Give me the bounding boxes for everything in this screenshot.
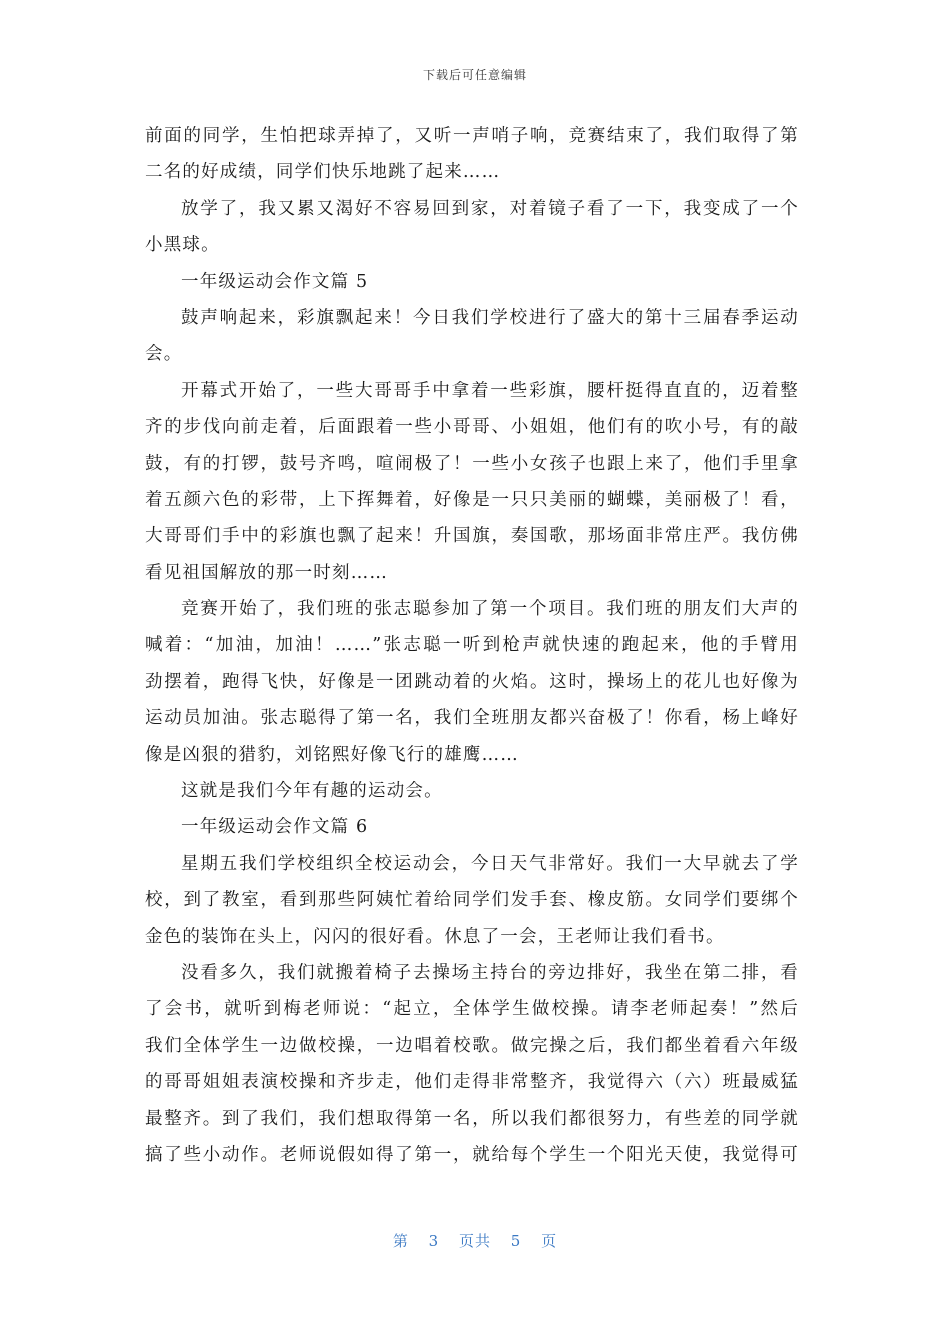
text-line: 大哥哥们手中的彩旗也飘了起来！升国旗，奏国歌，那场面非常庄严。我仿佛	[145, 526, 799, 547]
text-line: 看见祖国解放的那一时刻……	[145, 562, 389, 583]
text-line: 了会书，就听到梅老师说：“起立，全体学生做校操。请李老师起奏！”然后	[145, 999, 799, 1020]
text-line: 一年级运动会作文篇 5	[181, 271, 369, 292]
document-body	[145, 118, 799, 1173]
text-line: 的哥哥姐姐表演校操和齐步走，他们走得非常整齐，我觉得六（六）班最威猛	[145, 1072, 799, 1093]
text-line: 最整齐。到了我们，我们想取得第一名，所以我们都很努力，有些差的同学就	[145, 1108, 799, 1129]
page-footer: 第 3 页共 5 页	[392, 1232, 558, 1250]
text-line: 一年级运动会作文篇 6	[181, 817, 369, 838]
text-line: 放学了，我又累又渴好不容易回到家，对着镜子看了一下，我变成了一个	[181, 198, 799, 219]
text-line: 运动员加油。张志聪得了第一名，我们全班朋友都兴奋极了！你看，杨上峰好	[145, 708, 799, 729]
text-line: 着五颜六色的彩带，上下挥舞着，好像是一只只美丽的蝴蝶，美丽极了！看，	[145, 489, 799, 510]
text-line: 二名的好成绩，同学们快乐地跳了起来……	[145, 162, 501, 183]
text-line: 校，到了教室，看到那些阿姨忙着给同学们发手套、橡皮筋。女同学们要绑个	[145, 890, 799, 911]
text-line: 前面的同学，生怕把球弄掉了，又听一声哨子响，竞赛结束了，我们取得了第	[145, 126, 799, 146]
text-line: 劲摆着，跑得飞快，好像是一团跳动着的火焰。这时，操场上的花儿也好像为	[145, 671, 799, 692]
text-line: 星期五我们学校组织全校运动会，今日天气非常好。我们一大早就去了学	[181, 853, 799, 874]
text-line: 喊着：“加油，加油！……”张志聪一听到枪声就快速的跑起来，他的手臂用	[145, 635, 799, 656]
text-line: 像是凶狠的猎豹，刘铭熙好像飞行的雄鹰……	[145, 744, 519, 765]
text-line: 我们全体学生一边做校操，一边唱着校歌。做完操之后，我们都坐着看六年级	[145, 1035, 799, 1056]
text-line: 搞了些小动作。老师说假如得了第一，就给每个学生一个阳光天使，我觉得可	[145, 1144, 799, 1165]
text-line: 会。	[145, 344, 183, 365]
text-line: 开幕式开始了，一些大哥哥手中拿着一些彩旗，腰杆挺得直直的，迈着整	[181, 380, 799, 401]
text-line: 金色的装饰在头上，闪闪的很好看。休息了一会，王老师让我们看书。	[145, 926, 725, 947]
text-line: 小黑球。	[145, 235, 220, 256]
text-line: 鼓声响起来，彩旗飘起来！今日我们学校进行了盛大的第十三届春季运动	[181, 307, 799, 328]
text-line: 没看多久，我们就搬着椅子去操场主持台的旁边排好，我坐在第二排，看	[181, 962, 799, 983]
text-line: 这就是我们今年有趣的运动会。	[181, 781, 443, 802]
text-line: 竞赛开始了，我们班的张志聪参加了第一个项目。我们班的朋友们大声的	[181, 599, 799, 620]
text-line: 鼓，有的打锣，鼓号齐鸣，喧闹极了！一些小女孩子也跟上来了，他们手里拿	[145, 453, 799, 474]
text-line: 齐的步伐向前走着，后面跟着一些小哥哥、小姐姐，他们有的吹小号，有的敲	[145, 417, 799, 438]
page-header: 下载后可任意编辑	[422, 68, 527, 82]
